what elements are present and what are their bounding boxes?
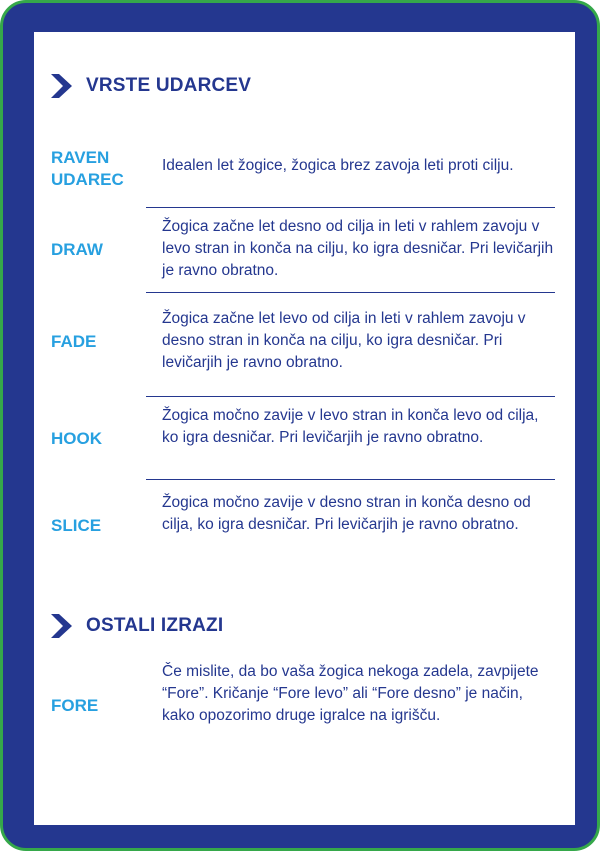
list-item [51, 147, 558, 191]
list-item [51, 405, 558, 473]
term-label: SLICE [51, 516, 102, 535]
term-definition: Žogica močno zavije v levo stran in konča levo od cilja, ko igra desničar. Pri levičarjih je ravno obratno. [162, 407, 539, 446]
section-title: OSTALI IZRAZI [86, 615, 224, 636]
list-item [51, 661, 558, 751]
term-definition: Žogica začne let desno od cilja in leti v rahlem zavoju v levo stran in konča na cilju, ko igra desničar. Pri levičarjih je ravno obratno. [162, 218, 554, 279]
term-definition: Če mislite, da bo vaša žogica nekoga zadela, zavpijete “Fore”. Kričanje “Fore levo” ali “Fore desno” je način, kako opozorimo druge igralce na igrišču. [162, 663, 539, 724]
chevron-right-icon [51, 74, 72, 98]
term-label: RAVEN UDAREC [51, 148, 124, 189]
term-label: FADE [51, 332, 97, 351]
chevron-right-icon [51, 614, 72, 638]
term-label: FORE [51, 696, 99, 715]
section-title: VRSTE UDARCEV [86, 75, 252, 96]
term-definition: Idealen let žogice, žogica brez zavoja leti proti cilju. [162, 157, 514, 174]
divider [146, 396, 555, 397]
term-label: HOOK [51, 429, 102, 448]
term-definition: Žogica močno zavije v desno stran in konča desno od cilja, ko igra desničar. Pri levičarjih je ravno obratno. [162, 494, 531, 533]
list-item [51, 492, 558, 560]
section-header-ostali-izrazi [51, 614, 223, 638]
divider [146, 292, 555, 293]
content-panel [34, 32, 575, 825]
divider [146, 207, 555, 208]
section-header-vrste-udarcev [51, 74, 251, 98]
term-label: DRAW [51, 240, 103, 259]
list-item [51, 308, 558, 376]
divider [146, 479, 555, 480]
term-definition: Žogica začne let levo od cilja in leti v rahlem zavoju v desno stran in konča na cilju, ko igra desničar. Pri levičarjih je ravno obratno. [162, 310, 526, 371]
list-item [51, 216, 558, 284]
